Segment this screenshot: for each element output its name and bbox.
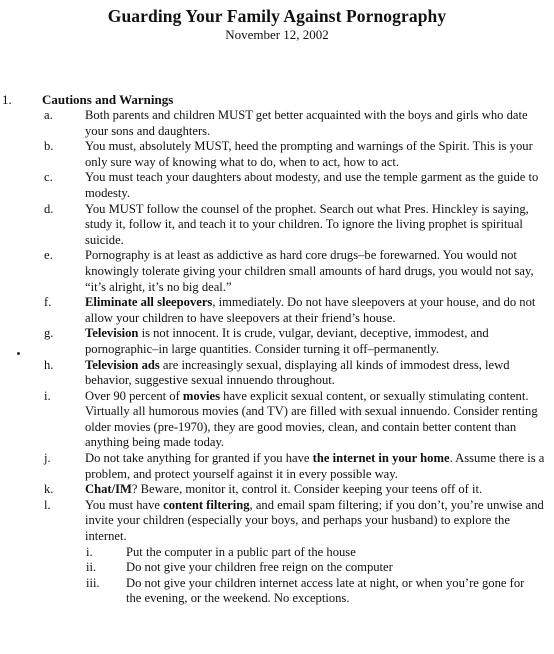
item-letter: b. [44,139,54,154]
sub-item-number: i. [86,544,93,559]
item-letter: c. [44,170,53,185]
sub-list-item [0,576,554,607]
item-text-segment: Do not take anything for granted if you have [85,451,313,466]
list-item [0,170,554,201]
item-text [85,170,548,201]
item-text-segment: are increasingly sexual, displaying all kinds of immodest dress, lewd behavior, suggestive sexual innuendo throughout. [85,357,510,388]
item-text [85,295,548,326]
list-item [0,139,554,170]
sub-item-text: Put the computer in a public part of the house [126,544,356,559]
list-item [0,451,554,482]
item-text-segment: Pornography is at least as addictive as hard core drugs–be forewarned. You would not knowingly tolerate giving your children small amounts of hard drugs, you would not say, “it’s alright, it’s no big deal.” [85,248,534,294]
item-letter: g. [44,326,54,341]
item-letter: e. [44,248,53,263]
list-item [0,295,554,326]
item-letter: h. [44,357,54,372]
item-letter: f. [44,295,52,310]
item-emphasis: Television ads [85,357,160,372]
item-text [85,451,548,482]
item-text [85,326,548,357]
item-text-segment: You must have [85,497,164,512]
sub-list [0,545,554,607]
item-text-segment: . Assume there is a problem, and protect yourself against it in every possible way. [85,451,545,481]
item-emphasis: content filtering [163,497,250,512]
item-text-segment: , and email spam filtering; if you don’t, you’re unwise and invite your children (especially your boys, and perhaps your husband) to explore the internet. [85,497,544,544]
item-text-segment: , immediately. Do not have sleepovers at your house, and do not allow your children to have sleepovers at their friend’s house. [85,295,536,325]
sub-item-text: Do not give your children free reign on the computer [126,560,393,575]
section-number: 1. [2,92,12,107]
item-text [85,389,548,451]
item-text-segment: You MUST follow the counsel of the prophet. Search out what Pres. Hinckley is saying, study it, follow it, and teach it to your children. To ignore the living prophet is spiritual suicide. [85,201,529,247]
list-item [0,389,554,451]
item-text-segment: You must, absolutely MUST, heed the prompting and warnings of the Spirit. This is your only sure way of knowing what to do, when to act, how to act. [85,139,533,169]
sub-list-item [0,545,554,561]
item-emphasis: movies [182,388,220,403]
list-item [0,108,554,139]
section-title: Cautions and Warnings [42,92,174,107]
item-text [85,482,548,498]
item-emphasis: the internet in your home [312,451,450,466]
item-text [85,202,548,249]
sub-list-item [0,560,554,576]
sub-item-number: iii. [86,575,100,590]
item-text [85,108,548,139]
item-text-segment: ? Beware, monitor it, control it. Consider keeping your teens off of it. [131,482,483,497]
list-item [0,498,554,607]
document-title: Guarding Your Family Against Pornography [107,6,447,26]
document-date: November 12, 2002 [225,27,329,42]
item-text-segment: have explicit sexual content, or sexually stimulating content. Virtually all humorous movies (and TV) are filled with sexual innuendo. Consider renting older movies (pre-1970), they are good movies, clean, and contain better content than anything being made today. [85,388,538,450]
item-text-segment: Both parents and children MUST get better acquainted with the boys and girls who date your sons and daughters. [85,108,528,138]
item-text [85,139,548,170]
item-letter: i. [44,388,51,403]
item-text-segment: You must teach your daughters about modesty, and use the temple garment as the guide to modesty. [85,170,539,200]
list-item [0,358,554,389]
item-text [85,358,548,389]
item-emphasis: Television [85,326,139,341]
sub-item-number: ii. [86,560,97,575]
item-text-segment: is not innocent. It is crude, vulgar, deviant, deceptive, immodest, and pornographic–in large quantities. Consider turning it off–permanently. [85,326,489,356]
item-letter: k. [44,482,54,497]
list-item [0,326,554,357]
list-item [0,248,554,295]
sub-item-text: Do not give your children internet access late at night, or when you’re gone for the evening, or the weekend. No exceptions. [126,575,525,606]
item-letter: d. [44,201,54,216]
item-emphasis: Eliminate all sleepovers [85,295,213,310]
cautions-list [0,108,554,607]
item-text [85,248,548,295]
list-item [0,482,554,498]
item-text-segment: Over 90 percent of [85,388,183,403]
item-letter: a. [44,108,53,122]
item-letter: j. [44,451,51,466]
item-letter: l. [44,497,51,512]
item-emphasis: Chat/IM [85,482,132,497]
list-item [0,202,554,249]
item-text [85,498,548,545]
